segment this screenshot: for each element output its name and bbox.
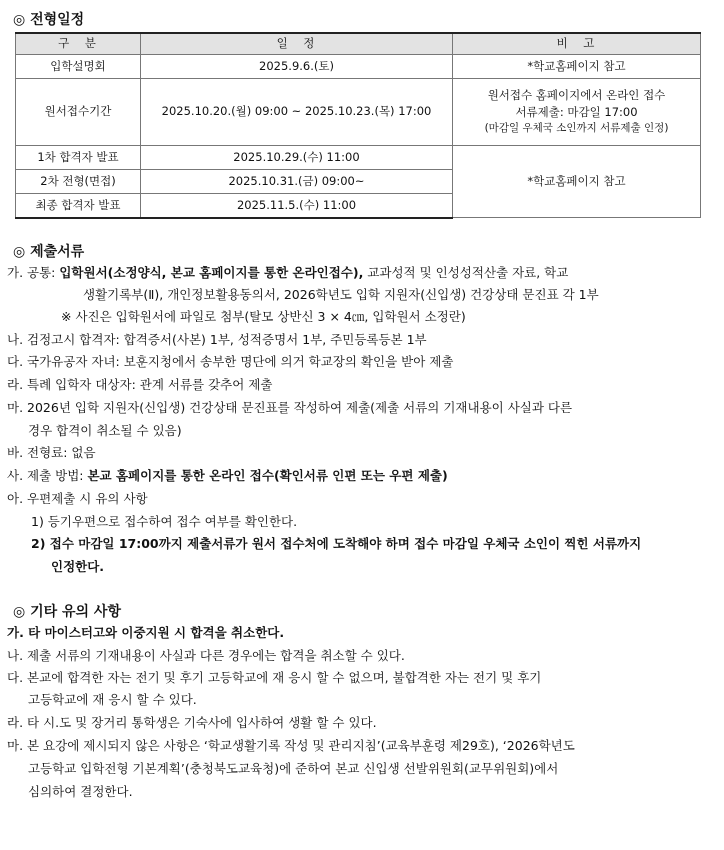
schedule-table [15,32,701,219]
doc-item-a: 아. 우편제출 시 유의 사항 [7,491,148,506]
row-date: 2025.10.31.(금) 09:00~ [141,170,453,194]
doc-item-ga [7,263,568,281]
row-item: 2차 전형(면접) [16,170,141,194]
row-item: 최종 합격자 발표 [16,194,141,218]
doc-item-ra: 라. 특례 입학자 대상자: 관계 서류를 갖추어 제출 [7,377,273,392]
row-item: 1차 합격자 발표 [16,146,141,170]
section-title-schedule: ◎ 전형일정 [13,12,85,28]
note-line: 서류제출: 마감일 17:00 [515,105,638,120]
row-item: 입학설명회 [16,55,141,79]
section-title-documents: ◎ 제출서류 [13,244,85,260]
doc-item-sa [7,466,448,484]
note-item-ma: 마. 본 요강에 제시되지 않은 사항은 ‘학교생활기록 작성 및 관리지침’(교육부훈령 제29호), ‘2026학년도 [7,738,575,753]
note-item-ra: 라. 타 시.도 및 장거리 통학생은 기숙사에 입사하여 생활 할 수 있다. [7,715,377,730]
row-note-merged: *학교홈페이지 참고 [453,146,701,218]
row-date: 2025.10.20.(월) 09:00 ~ 2025.10.23.(목) 17:00 [141,79,453,146]
note-item-da-line2: 고등학교에 재 응시 할 수 있다. [28,692,197,707]
note-line: (마감일 우체국 소인까지 서류제출 인정) [484,122,669,135]
row-note: *학교홈페이지 참고 [453,55,701,79]
row-item: 원서접수기간 [16,79,141,146]
header-remarks: 비 고 [453,33,701,55]
doc-item-da: 다. 국가유공자 자녀: 보훈지청에서 송부한 명단에 의거 학교장의 확인을 받아 제출 [7,354,454,369]
doc-sa-prefix: 사. 제출 방법: [7,468,88,483]
header-category: 구 분 [16,33,141,55]
table-row [16,79,701,146]
row-note [453,79,701,146]
doc-ga-prefix: 가. 공통: [7,265,60,280]
doc-sa-bold: 본교 홈페이지를 통한 온라인 접수(확인서류 인편 또는 우편 제출) [87,468,448,483]
doc-ga-bold: 입학원서(소정양식, 본교 홈페이지를 통한 온라인접수), [59,265,364,280]
doc-ga-rest: 교과성적 및 인성성적산출 자료, 학교 [363,265,569,280]
doc-item-na: 나. 검정고시 합격자: 합격증서(사본) 1부, 성적증명서 1부, 주민등록등본 1부 [7,332,427,347]
doc-item-ma-line2: 경우 합격이 취소될 수 있음) [28,423,182,438]
table-row [16,55,701,79]
row-date: 2025.9.6.(토) [141,55,453,79]
note-item-na: 나. 제출 서류의 기재내용이 사실과 다른 경우에는 합격을 취소할 수 있다. [7,648,405,663]
doc-item-ba: 바. 전형료: 없음 [7,445,96,460]
doc-item-ga-line2: 생활기록부(Ⅱ), 개인정보활용동의서, 2026학년도 입학 지원자(신입생) 건강상태 문진표 각 1부 [83,287,599,302]
note-item-ga: 가. 타 마이스터고와 이중지원 시 합격을 취소한다. [7,625,285,640]
doc-item-a2: 2) 접수 마감일 17:00까지 제출서류가 원서 접수처에 도착해야 하며 접수 마감일 우체국 소인이 찍힌 서류까지 [31,536,642,551]
note-item-ma-line2: 고등학교 입학전형 기본계획’(충청북도교육청)에 준하여 본교 신입생 선발위원회(교무위원회)에서 [28,761,559,776]
note-item-da: 다. 본교에 합격한 자는 전기 및 후기 고등학교에 재 응시 할 수 없으며, 불합격한 자는 전기 및 후기 [7,670,542,685]
section-title-notes: ◎ 기타 유의 사항 [13,604,121,620]
header-schedule: 일 정 [141,33,453,55]
note-item-ma-line3: 심의하여 결정한다. [28,784,133,799]
row-date: 2025.11.5.(수) 11:00 [141,194,453,218]
table-row [16,146,701,170]
doc-item-ma: 마. 2026년 입학 지원자(신입생) 건강상태 문진표를 작성하여 제출(제출 서류의 기재내용이 사실과 다른 [7,400,573,415]
doc-item-a1: 1) 등기우편으로 접수하여 접수 여부를 확인한다. [31,514,298,529]
note-line: 원서접수 홈페이지에서 온라인 접수 [487,87,666,102]
doc-item-ga-note: ※ 사진은 입학원서에 파일로 첨부(탈모 상반신 3 × 4㎝, 입학원서 소정란) [61,309,466,324]
row-date: 2025.10.29.(수) 11:00 [141,146,453,170]
table-header-row [16,33,701,55]
doc-item-a2-line2: 인정한다. [51,559,105,574]
